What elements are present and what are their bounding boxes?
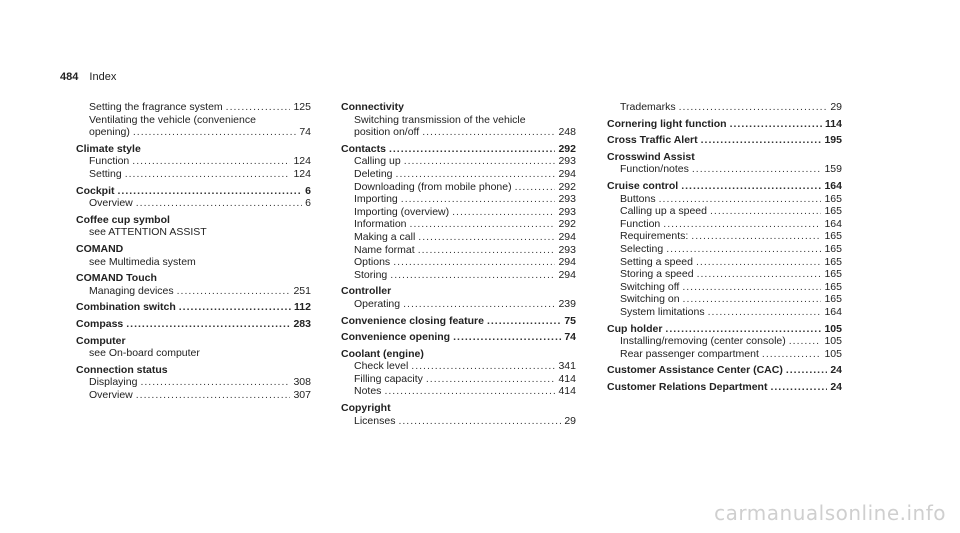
dot-leader [665,323,821,336]
dot-leader [126,318,290,331]
index-subentry [76,376,311,389]
index-entry-label: Requirements: [620,230,689,243]
index-subentry [607,281,842,294]
index-entry-label: see Multimedia system [89,255,196,268]
index-subentry [76,226,311,239]
page-reference: 165 [824,280,842,293]
index-heading [341,285,576,298]
dot-leader [140,376,290,389]
dot-leader [118,185,303,198]
index-entry-label: Calling up [354,155,401,168]
index-subentry [607,205,842,218]
dot-leader [453,331,561,344]
page-number: 484 [60,71,79,83]
index-entry-label: Switching off [620,280,680,293]
page-reference: 248 [558,126,576,139]
index-heading [607,364,842,377]
index-entry-label: Making a call [354,230,416,243]
page-reference: 165 [824,255,842,268]
page-reference: 414 [558,385,576,398]
index-entry-label: Switching on [620,293,680,306]
index-subentry [607,335,842,348]
index-subentry [341,155,576,168]
index-subentry [76,168,311,181]
page-reference: 105 [824,322,842,335]
dot-leader [404,155,556,168]
index-subentry [341,206,576,219]
index-subentry [341,114,576,127]
index-entry-label: System limitations [620,305,705,318]
index-entry-label: Filling capacity [354,372,423,385]
index-subentry [341,415,576,428]
index-entry-label: Function/notes [620,163,689,176]
page-reference: 293 [558,155,576,168]
index-entry-label: Importing (overview) [354,205,450,218]
index-heading [76,301,311,314]
dot-leader [390,269,555,282]
dot-leader [384,385,555,398]
page-reference: 292 [558,218,576,231]
dot-leader [666,243,821,256]
index-entry-label: Cockpit [76,184,115,197]
dot-leader [701,134,822,147]
index-subentry [341,231,576,244]
index-entry-label: Convenience closing feature [341,314,484,327]
index-entry-label: opening) [89,126,130,139]
index-entry-label: Installing/removing (center console) [620,335,786,348]
dot-leader [452,206,555,219]
index-heading [341,348,576,361]
page-reference: 294 [558,167,576,180]
index-subentry [76,155,311,168]
index-entry-label: Connection status [76,363,168,376]
page-reference: 239 [558,297,576,310]
index-entry-label: Cup holder [607,322,663,335]
index-heading [341,143,576,156]
index-entry-label: Combination switch [76,301,176,314]
dot-leader [659,193,822,206]
dot-leader [789,335,822,348]
index-entry-label: Coolant (engine) [341,347,424,360]
dot-leader [682,281,821,294]
index-entry-label: Copyright [341,402,391,415]
index-subentry [76,197,311,210]
index-subentry [607,293,842,306]
index-subentry [341,168,576,181]
index-subentry [76,114,311,127]
dot-leader [692,163,822,176]
index-subentry [341,218,576,231]
index-heading [607,151,842,164]
index-entry-label: Customer Relations Department [607,380,768,393]
dot-leader [401,193,556,206]
dot-leader [410,218,556,231]
index-entry-label: Cruise control [607,179,679,192]
index-heading [341,101,576,114]
index-entry-label: Compass [76,317,124,330]
page-reference: 124 [293,155,311,168]
page-reference: 114 [825,117,842,130]
index-heading [76,143,311,156]
page-reference: 414 [558,372,576,385]
page-reference: 105 [824,335,842,348]
page-reference: 165 [824,293,842,306]
index-entry-label: Importing [354,193,398,206]
page-reference: 164 [824,179,842,192]
index-entry-label: Computer [76,334,126,347]
dot-leader [691,230,821,243]
dot-leader [411,360,555,373]
index-subentry [607,101,842,114]
index-entry-label: Crosswind Assist [607,150,695,163]
page-reference: 294 [558,230,576,243]
page-reference: 293 [558,193,576,206]
dot-leader [177,285,291,298]
index-entry-label: Customer Assistance Center (CAC) [607,364,783,377]
dot-leader [683,293,822,306]
index-entry-label: Climate style [76,142,141,155]
dot-leader [133,126,296,139]
index-heading [607,134,842,147]
index-entry-label: Check level [354,360,409,373]
page-reference: 164 [824,305,842,318]
index-entry-label: Buttons [620,192,656,205]
index-entry-label: Storing a speed [620,268,694,281]
page-reference: 294 [558,256,576,269]
page-reference: 165 [824,268,842,281]
page-reference: 6 [305,197,311,210]
dot-leader [389,143,556,156]
dot-leader [398,415,561,428]
page-reference: 124 [293,167,311,180]
page-reference: 165 [824,230,842,243]
index-subentry [607,218,842,231]
index-entry-label: Managing devices [89,284,174,297]
dot-leader [681,180,821,193]
page-reference: 159 [824,163,842,176]
index-entry-label: see On-board computer [89,347,200,360]
dot-leader [679,101,828,114]
dot-leader [125,168,291,181]
dot-leader [487,315,561,328]
page-header [60,70,116,84]
index-heading [607,180,842,193]
index-entry-label: Ventilating the vehicle (convenience [89,113,256,126]
index-entry-label: Downloading (from mobile phone) [354,180,512,193]
dot-leader [515,181,556,194]
page-reference: 341 [558,360,576,373]
index-heading [607,118,842,131]
index-entry-label: Contacts [341,142,386,155]
index-subentry [341,269,576,282]
dot-leader [418,244,556,257]
dot-leader [426,373,556,386]
index-entry-label: Setting [89,167,122,180]
index-entry-label: Cornering light function [607,117,727,130]
page-reference: 74 [299,126,311,139]
index-entry-label: Switching transmission of the vehicle [354,113,526,126]
page-reference: 165 [824,242,842,255]
index-heading [76,318,311,331]
index-heading [76,364,311,377]
index-entry-label: Licenses [354,414,396,427]
page-title: Index [89,71,117,83]
index-entry-label: see ATTENTION ASSIST [89,226,207,239]
page-reference: 112 [294,301,311,314]
page-reference: 105 [824,347,842,360]
index-subentry [607,243,842,256]
page-reference: 293 [558,205,576,218]
index-subentry [341,193,576,206]
page-reference: 307 [293,388,311,401]
index-column-1 [76,101,311,401]
page-reference: 308 [293,376,311,389]
index-entry-label: Coffee cup symbol [76,213,170,226]
page-reference: 74 [564,331,576,344]
index-heading [341,402,576,415]
index-subentry [607,306,842,319]
index-subentry [341,385,576,398]
index-entry-label: Rear passenger compartment [620,347,759,360]
index-entry-label: COMAND [76,242,124,255]
page-reference: 29 [830,101,842,113]
index-heading [76,243,311,256]
dot-leader [710,205,821,218]
index-entry-label: position on/off [354,126,420,139]
index-subentry [341,298,576,311]
index-entry-label: Setting a speed [620,255,693,268]
page-reference: 195 [824,134,842,147]
index-entry-label: Overview [89,197,133,210]
index-entry-label: Function [89,155,130,168]
index-subentry [341,244,576,257]
index-heading [341,331,576,344]
page-reference: 165 [824,192,842,205]
index-entry-label: Controller [341,285,392,298]
index-entry-label: Storing [354,268,388,281]
index-subentry [607,256,842,269]
page-reference: 29 [564,414,576,427]
watermark: carmanualsonline.info [714,501,946,525]
index-heading [76,335,311,348]
page-reference: 6 [305,184,311,197]
dot-leader [696,256,821,269]
index-subentry [76,285,311,298]
page-reference: 283 [293,317,311,330]
dot-leader [136,197,302,210]
dot-leader [708,306,822,319]
page-reference: 75 [564,314,576,327]
index-subentry [607,230,842,243]
page-reference: 24 [830,380,842,393]
index-subentry [76,347,311,360]
dot-leader [136,389,291,402]
index-entry-label: Displaying [89,376,138,389]
index-heading [76,214,311,227]
index-entry-label: Information [354,218,407,231]
index-heading [607,323,842,336]
index-subentry [341,126,576,139]
index-subentry [76,389,311,402]
page-reference: 164 [824,217,842,230]
dot-leader [132,155,290,168]
index-subentry [76,126,311,139]
page-reference: 24 [830,364,842,377]
page-reference: 125 [293,101,311,113]
index-subentry [607,163,842,176]
dot-leader [697,268,822,281]
dot-leader [403,298,555,311]
index-subentry [341,360,576,373]
index-subentry [341,181,576,194]
index-entry-label: COMAND Touch [76,272,157,285]
dot-leader [179,301,291,314]
index-subentry [607,348,842,361]
dot-leader [663,218,821,231]
index-entry-label: Overview [89,388,133,401]
index-heading [76,185,311,198]
index-heading [341,315,576,328]
index-column-3 [607,101,842,393]
index-entry-label: Function [620,217,661,230]
dot-leader [226,101,291,114]
index-column-2 [341,101,576,427]
index-entry-label: Convenience opening [341,331,451,344]
index-entry-label: Trademarks [620,101,676,113]
index-subentry [607,193,842,206]
page-reference: 165 [824,205,842,218]
index-entry-label: Deleting [354,167,393,180]
page-reference: 251 [293,284,311,297]
index-entry-label: Options [354,256,391,269]
dot-leader [730,118,822,131]
index-entry-label: Notes [354,385,382,398]
dot-leader [418,231,555,244]
index-subentry [341,373,576,386]
dot-leader [396,168,556,181]
dot-leader [770,381,827,394]
index-subentry [76,101,311,114]
index-heading [76,272,311,285]
page-reference: 292 [558,142,576,155]
index-subentry [341,256,576,269]
index-entry-label: Operating [354,297,401,310]
index-entry-label: Name format [354,243,415,256]
page-reference: 292 [558,180,576,193]
index-subentry [607,268,842,281]
dot-leader [786,364,827,377]
index-entry-label: Setting the fragrance system [89,101,223,113]
dot-leader [762,348,822,361]
dot-leader [393,256,555,269]
index-entry-label: Selecting [620,242,664,255]
index-entry-label: Connectivity [341,101,405,113]
page-reference: 293 [558,243,576,256]
page-reference: 294 [558,268,576,281]
index-subentry [76,256,311,269]
dot-leader [422,126,555,139]
index-entry-label: Cross Traffic Alert [607,134,698,147]
index-heading [607,381,842,394]
index-entry-label: Calling up a speed [620,205,707,218]
